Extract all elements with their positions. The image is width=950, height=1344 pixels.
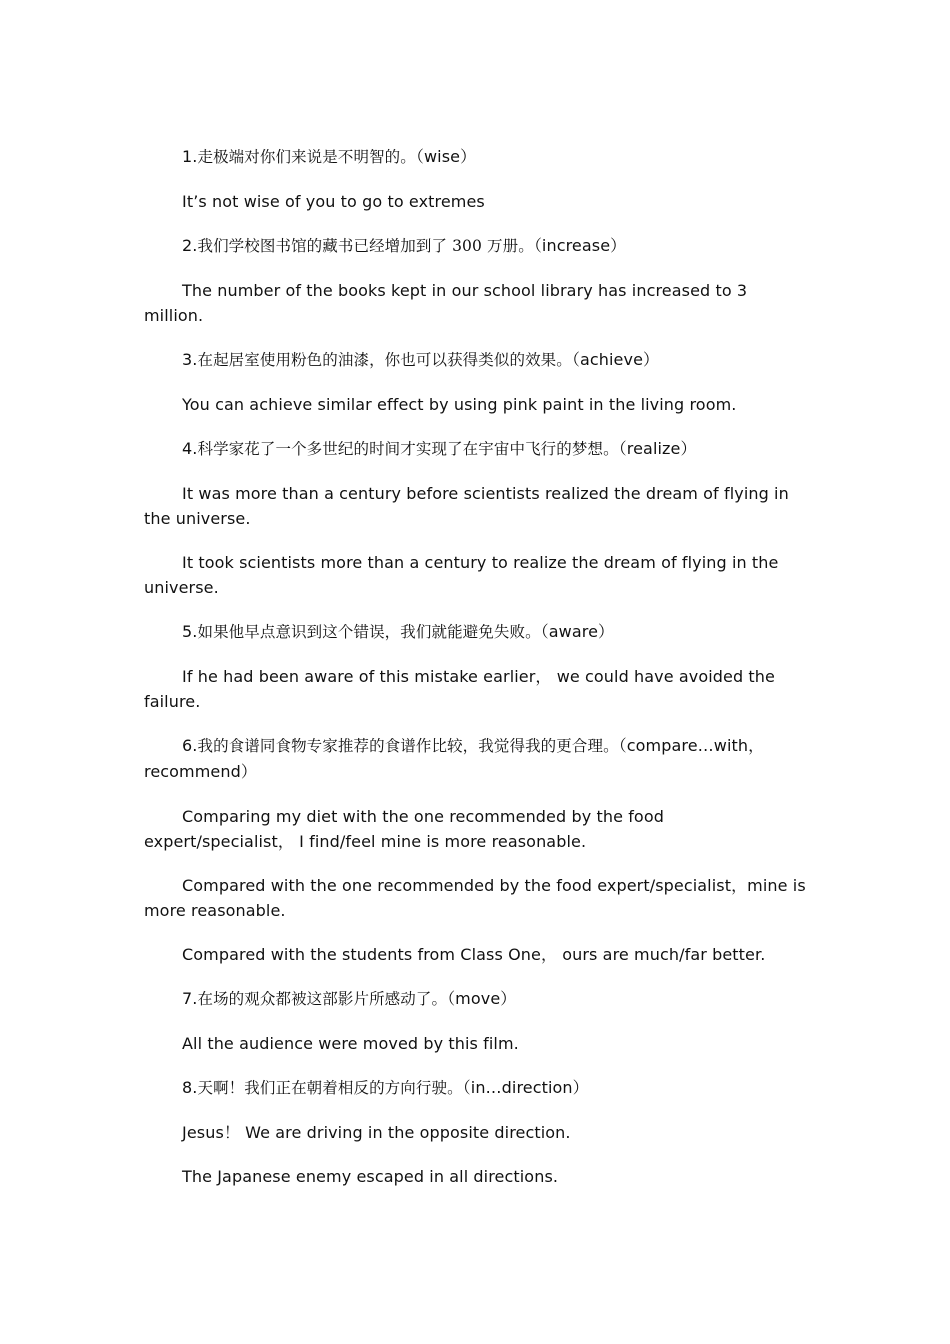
question-text: 我们学校图书馆的藏书已经增加到了 300 万册。: [197, 237, 534, 255]
question-1: [144, 144, 806, 170]
answer-5: If he had been aware of this mistake earlier， we could have avoided the failure.: [144, 667, 775, 711]
keyword-hint: （increase）: [533, 236, 627, 255]
question-8: [144, 1075, 806, 1101]
keyword-hint: （realize）: [618, 439, 697, 458]
question-text: 天啊！我们正在朝着相反的方向行驶。: [197, 1079, 463, 1097]
question-number: 3.: [182, 350, 198, 369]
question-text: 科学家花了一个多世纪的时间才实现了在宇宙中飞行的梦想。: [197, 440, 619, 458]
question-number: 1.: [182, 147, 198, 166]
answer-2: The number of the books kept in our school library has increased to 3 million.: [144, 281, 748, 325]
question-number: 8.: [182, 1078, 198, 1097]
keyword-hint: （aware）: [540, 622, 615, 641]
question-4: [144, 436, 806, 462]
keyword-hint: （achieve）: [571, 350, 660, 369]
keyword-hint: （move）: [447, 989, 517, 1008]
answer-3: You can achieve similar effect by using pink paint in the living room.: [182, 395, 737, 414]
answer-8a: Jesus！ We are driving in the opposite direction.: [182, 1123, 571, 1142]
question-2: [144, 233, 806, 259]
answer-6c: Compared with the students from Class One， ours are much/far better.: [182, 945, 766, 964]
question-3: [144, 347, 806, 373]
question-text: 在场的观众都被这部影片所感动了。: [197, 990, 448, 1008]
answer-1: It’s not wise of you to go to extremes: [182, 192, 485, 211]
question-number: 6.: [182, 736, 198, 755]
question-number: 5.: [182, 622, 198, 641]
question-6: [144, 733, 806, 785]
question-text: 如果他早点意识到这个错误，我们就能避免失败。: [197, 623, 541, 641]
keyword-hint: （in…direction）: [462, 1078, 589, 1097]
question-number: 7.: [182, 989, 198, 1008]
question-number: 2.: [182, 236, 198, 255]
answer-7: All the audience were moved by this film.: [182, 1034, 519, 1053]
answer-4b: It took scientists more than a century to realize the dream of flying in the universe.: [144, 553, 779, 597]
answer-6b: Compared with the one recommended by the food expert/specialist，mine is more reasonable.: [144, 876, 806, 920]
question-5: [144, 619, 806, 645]
answer-6a: Comparing my diet with the one recommended by the food expert/specialist， I find/feel mine is more reasonable.: [144, 807, 664, 851]
answer-8b: The Japanese enemy escaped in all directions.: [182, 1167, 559, 1186]
answer-4a: It was more than a century before scientists realized the dream of flying in the universe.: [144, 484, 789, 528]
question-text: 在起居室使用粉色的油漆，你也可以获得类似的效果。: [197, 351, 572, 369]
keyword-hint: （wise）: [415, 147, 477, 166]
question-text: 走极端对你们来说是不明智的。: [197, 148, 416, 166]
question-number: 4.: [182, 439, 198, 458]
document-body: [144, 144, 806, 1208]
question-text: 我的食谱同食物专家推荐的食谱作比较，我觉得我的更合理。: [197, 737, 619, 755]
question-7: [144, 986, 806, 1012]
keyword-hint: （compare…with， recommend）: [144, 736, 765, 781]
